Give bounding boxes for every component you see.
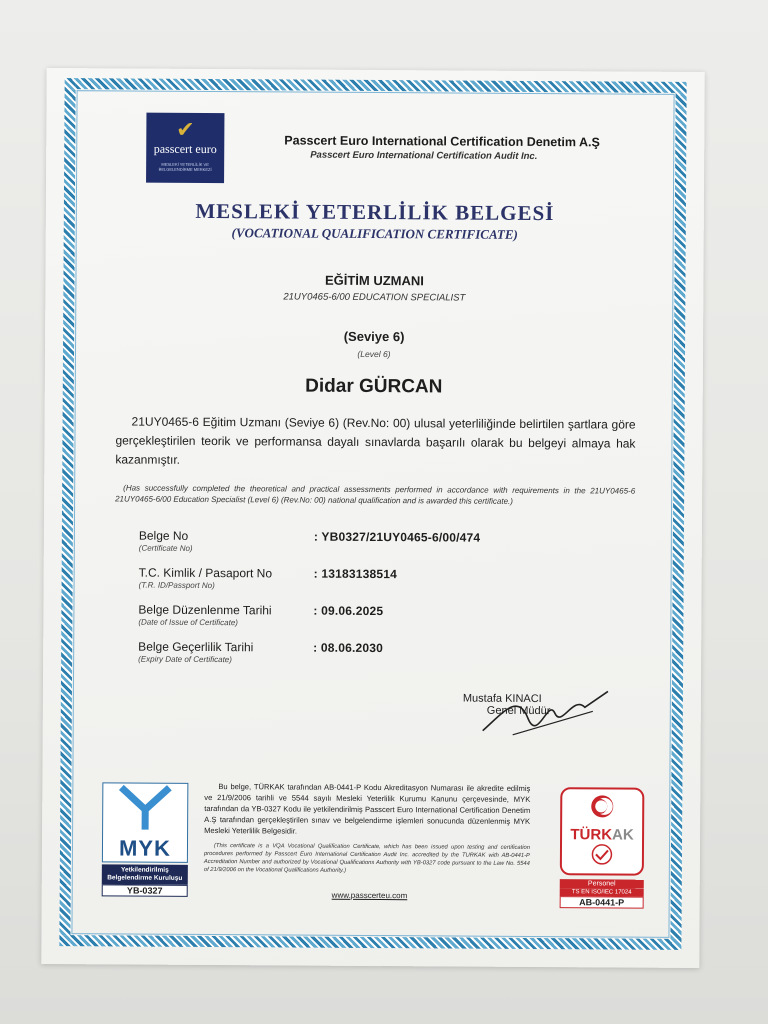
myk-text: MYK: [118, 835, 171, 861]
turkak-text-b: AK: [612, 826, 634, 844]
passcert-logo: [146, 113, 224, 183]
field-label: Belge No: [138, 528, 189, 543]
field-id-no: [138, 566, 618, 606]
qualification-title: EĞİTİM UZMANI: [324, 272, 424, 289]
website-link[interactable]: www.passcerteu.com: [331, 890, 408, 901]
signatory: [463, 693, 613, 718]
turkak-logo: [560, 787, 645, 909]
statement-tr: 21UY0465-6 Eğitim Uzmanı (Seviye 6) (Rev.No: 00) ulusal yeterliliğinde belirtilen şartlara göre gerçekleştirilen teorik ve performansa dayalı sınavlarda başarılı olarak bu belgeyi almaya hak kazanmıştır.: [115, 414, 636, 467]
myk-logo: [102, 782, 189, 897]
field-label-en: (T.R. ID/Passport No): [138, 580, 215, 591]
level: (Seviye 6): [343, 328, 405, 345]
issuer: [284, 133, 664, 162]
signatory-name: Mustafa KINACI: [462, 692, 542, 706]
myk-band: Yetkilendirilmiş Belgelendirme Kuruluşu: [102, 864, 188, 885]
holder-name: Didar GÜRCAN: [305, 375, 443, 398]
turkak-text-a: TÜRK: [570, 826, 613, 844]
field-label-en: (Expiry Date of Certificate): [138, 654, 232, 665]
field-value: : 08.06.2030: [313, 640, 384, 656]
myk-emblem: [102, 782, 188, 863]
issuer-name-tr: Passcert Euro International Certification Denetim A.Ş: [284, 133, 600, 150]
signatory-position: Genel Müdür: [486, 704, 551, 718]
certificate-title: MESLEKİ YETERLİLİK BELGESİ: [195, 198, 555, 226]
field-label: T.C. Kimlik / Pasaport No: [138, 565, 273, 581]
legal-text-tr: Bu belge, TÜRKAK tarafından AB-0441-P Kodu Akreditasyon Numarası ile akredite edilmiş ve 21/9/2006 tarihli ve 5544 sayılı Mesleki Yeterlilik Kurumu Kanunu çerçevesinde, MYK tarafından da YB-0327 Kodu ile yetkilendirilmiş Passcert Euro International Certification Denetim A.Ş tarafından gerçekleştirilen sınav ve belgelendirme işlemleri sonucunda düzenlenmiş MYK Mesleki Yeterlilik Belgesidir.: [204, 782, 531, 836]
field-label-en: (Date of Issue of Certificate): [138, 617, 238, 628]
check-circle-icon: [587, 843, 617, 865]
turkak-seal: [560, 787, 645, 876]
field-label: Belge Düzenlenme Tarihi: [138, 602, 272, 618]
field-value: : YB0327/21UY0465-6/00/474: [313, 529, 481, 545]
field-value: : 13183138514: [313, 566, 398, 582]
myk-code: YB-0327: [102, 884, 188, 897]
checkmark-icon: ✔: [176, 116, 195, 142]
certificate-paper: [41, 68, 704, 968]
field-issue-date: [138, 603, 618, 643]
field-label: Belge Geçerlilik Tarihi: [138, 639, 254, 655]
field-label-en: (Certificate No): [138, 543, 193, 553]
logo-name: passcert euro: [153, 141, 217, 157]
certificate-title-en: (VOCATIONAL QUALIFICATION CERTIFICATE): [231, 225, 518, 242]
crescent-star-icon: [587, 793, 617, 819]
legal-text-en: (This certificate is a VQA Vocational Qualification Certificate, which has been issued upon testing and certification procedures performed by Passcert Euro International Certification Audit Inc. accredited by the TURKAK with AB-0441-P Accreditation Number and authorized by Vocational Qualifications Authority with YB-0327 code pursuant to the Law No. 5544 of 21/9/2006 on the Vocational Qualifications Authority.): [203, 843, 531, 874]
level-en: (Level 6): [357, 348, 391, 360]
field-value: : 09.06.2025: [313, 603, 384, 619]
logo-subtitle: MESLEKİ YETERLİLİK VE BELGELENDİRME MERKEZİ: [158, 161, 212, 173]
qualification-title-en: 21UY0465-6/00 EDUCATION SPECIALIST: [283, 291, 466, 304]
turkak-code: AB-0441-P: [560, 896, 644, 909]
issuer-name-en: Passcert Euro International Certification Audit Inc.: [310, 149, 538, 162]
turkak-text: [562, 826, 642, 843]
certificate-fields: [138, 529, 619, 680]
turkak-band-standard: TS EN ISO/IEC 17024: [560, 888, 644, 897]
statement-en: (Has successfully completed the theoretical and practical assessments performed in accordance with requirements in the 21UY0465-6 21UY0465-6/00 Education Specialist (Level 6) (Rev.No: 00) national qualification and is awarded this certificate.): [115, 483, 636, 506]
myk-icon: [115, 783, 175, 831]
field-certificate-no: [139, 529, 619, 569]
turkak-band-personnel: Personel: [560, 879, 644, 889]
field-expiry-date: [138, 640, 618, 680]
